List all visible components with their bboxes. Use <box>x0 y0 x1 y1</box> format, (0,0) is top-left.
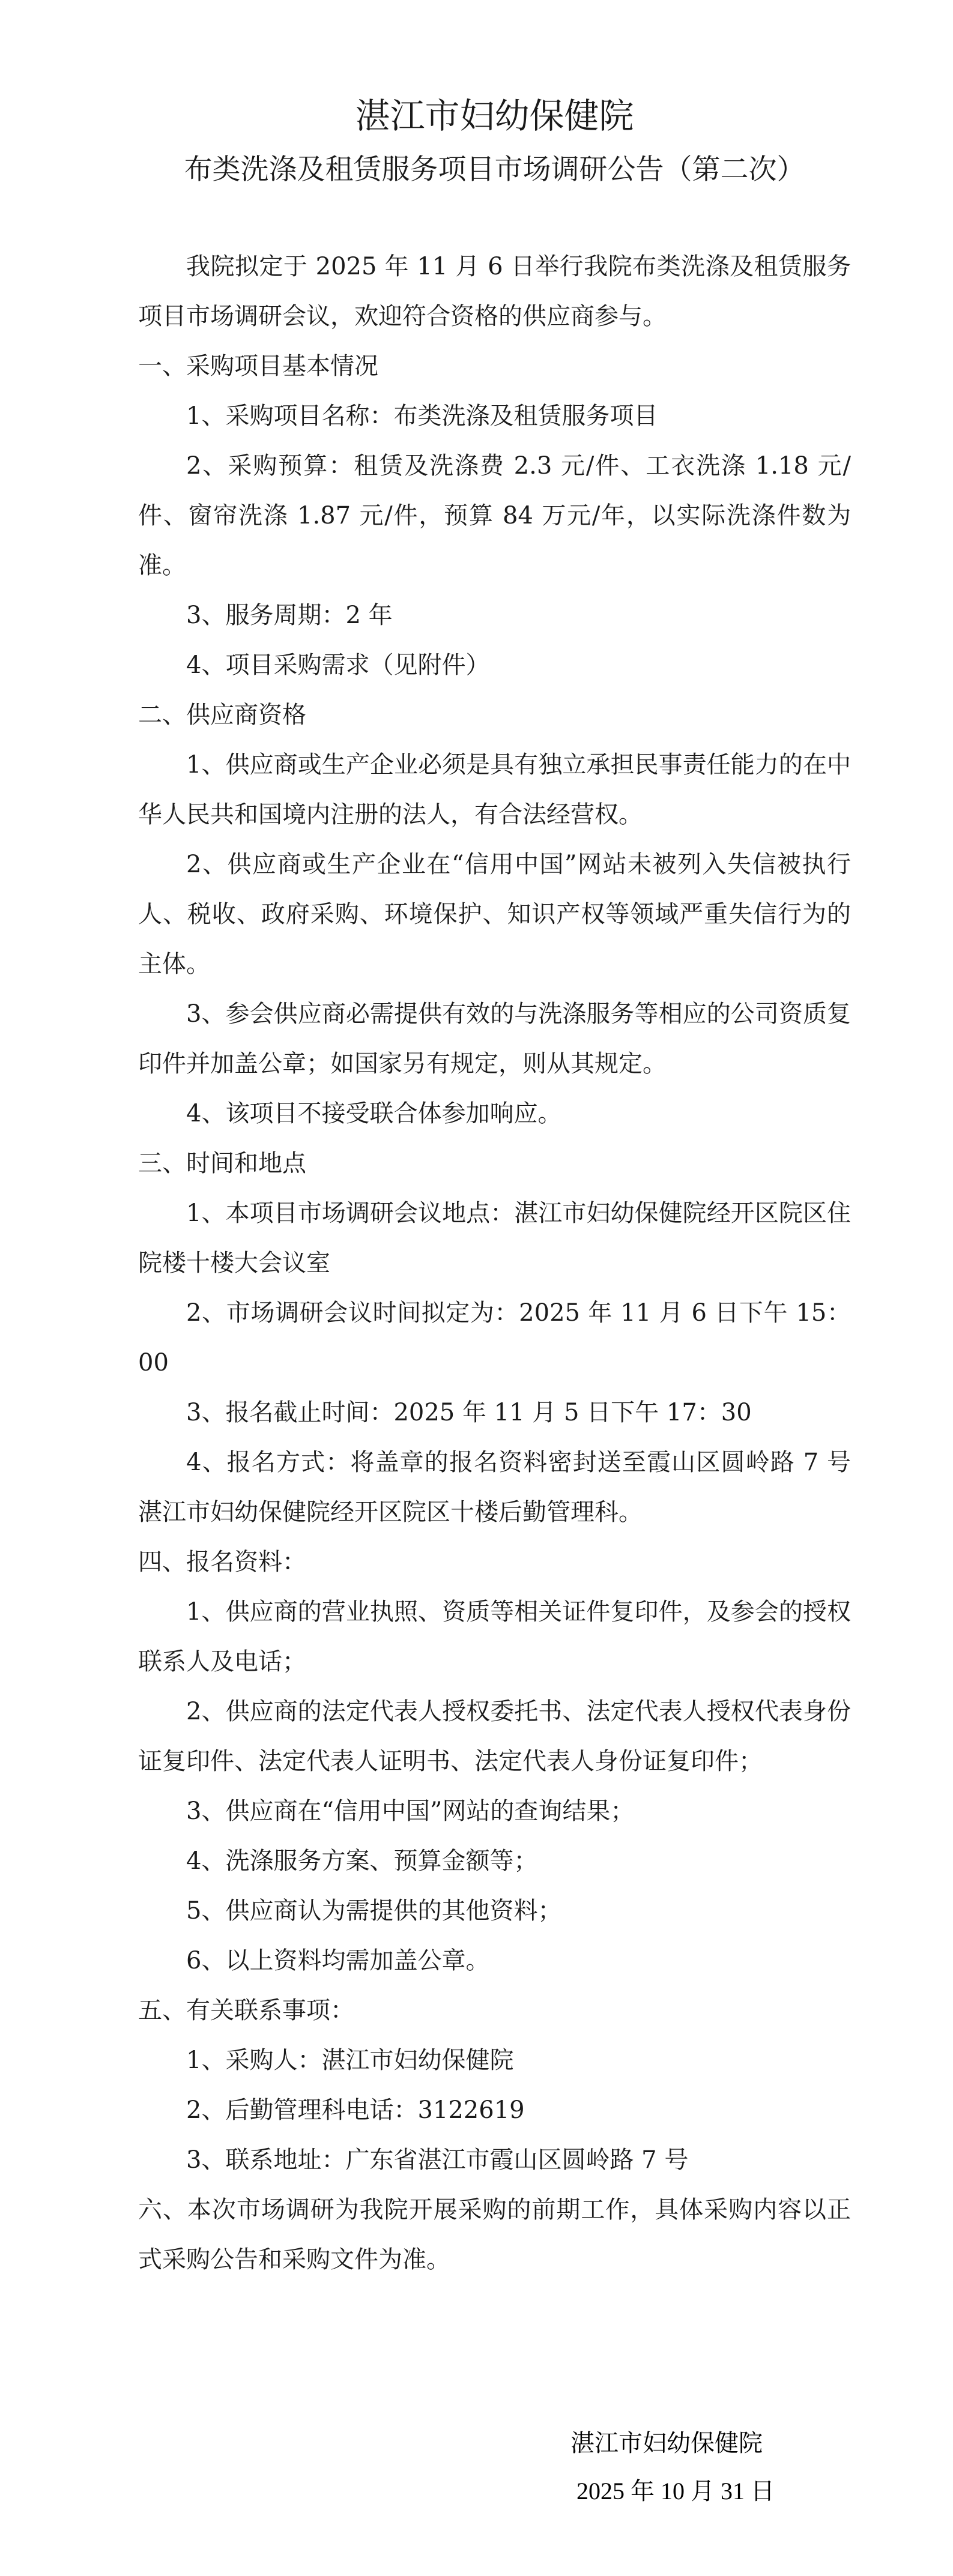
section-item: 3、报名截止时间：2025 年 11 月 5 日下午 17：30 <box>186 1399 752 1426</box>
section-item: 2、后勤管理科电话：3122619 <box>186 2096 525 2124</box>
section-item: 1、本项目市场调研会议地点：湛江市妇幼保健院经开区院区住院楼十楼大会议室 <box>138 1199 851 1277</box>
section-item: 3、供应商在“信用中国”网站的查询结果； <box>186 1797 635 1825</box>
document-body <box>138 242 851 2285</box>
section-item: 1、供应商的营业执照、资质等相关证件复印件，及参会的授权联系人及电话； <box>138 1598 851 1676</box>
section-heading: 五、有关联系事项： <box>138 1997 354 2024</box>
section-item: 2、采购预算：租赁及洗涤费 2.3 元/件、工衣洗涤 1.18 元/件、窗帘洗涤 1.87 元/件，预算 84 万元/年，以实际洗涤件数为准。 <box>138 452 851 579</box>
section-item: 4、报名方式：将盖章的报名资料密封送至霞山区圆岭路 7 号湛江市妇幼保健院经开区院区十楼后勤管理科。 <box>138 1449 851 1526</box>
section-item: 4、洗涤服务方案、预算金额等； <box>186 1847 538 1875</box>
section-item: 4、项目采购需求（见附件） <box>186 651 490 679</box>
section-heading: 二、供应商资格 <box>138 701 306 729</box>
signature-date: 2025 年 10 月 31 日 <box>576 2478 775 2505</box>
document-subtitle: 布类洗涤及租赁服务项目市场调研公告（第二次） <box>184 153 805 186</box>
section-item: 1、采购人：湛江市妇幼保健院 <box>186 2047 514 2074</box>
section-item: 1、供应商或生产企业必须是具有独立承担民事责任能力的在中华人民共和国境内注册的法人，有合法经营权。 <box>138 751 851 828</box>
document-title: 湛江市妇幼保健院 <box>355 95 634 136</box>
intro-paragraph: 我院拟定于 2025 年 11 月 6 日举行我院布类洗涤及租赁服务项目市场调研会议，欢迎符合资格的供应商参与。 <box>138 253 851 330</box>
closing-paragraph: 六、本次市场调研为我院开展采购的前期工作，具体采购内容以正式采购公告和采购文件为准。 <box>138 2196 851 2273</box>
section-item: 5、供应商认为需提供的其他资料； <box>186 1897 562 1925</box>
section-item: 4、该项目不接受联合体参加响应。 <box>186 1100 562 1127</box>
section-heading: 一、采购项目基本情况 <box>138 352 378 380</box>
section-item: 3、联系地址：广东省湛江市霞山区圆岭路 7 号 <box>186 2146 689 2174</box>
signature-organization: 湛江市妇幼保健院 <box>570 2430 763 2457</box>
section-item: 2、市场调研会议时间拟定为：2025 年 11 月 6 日下午 15：00 <box>138 1299 851 1377</box>
section-item: 3、服务周期：2 年 <box>186 602 393 629</box>
section-item: 2、供应商或生产企业在“信用中国”网站未被列入失信被执行人、税收、政府采购、环境保护、知识产权等领域严重失信行为的主体。 <box>138 851 851 978</box>
section-item: 2、供应商的法定代表人授权委托书、法定代表人授权代表身份证复印件、法定代表人证明书、法定代表人身份证复印件； <box>138 1698 851 1775</box>
section-item: 1、采购项目名称：布类洗涤及租赁服务项目 <box>186 402 658 430</box>
section-heading: 三、时间和地点 <box>138 1150 306 1177</box>
section-item: 6、以上资料均需加盖公章。 <box>186 1947 490 1974</box>
section-heading: 四、报名资料： <box>138 1548 306 1576</box>
section-item: 3、参会供应商必需提供有效的与洗涤服务等相应的公司资质复印件并加盖公章；如国家另有规定，则从其规定。 <box>138 1000 851 1078</box>
